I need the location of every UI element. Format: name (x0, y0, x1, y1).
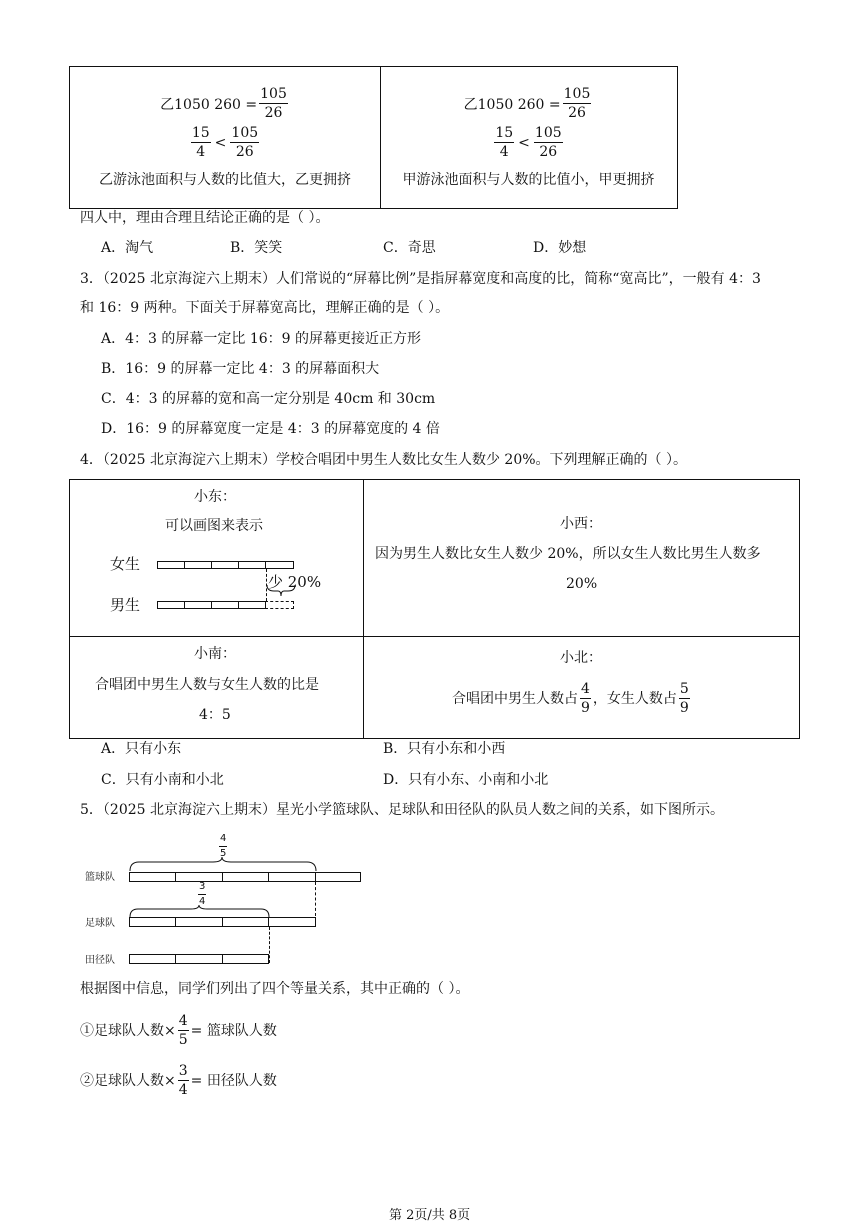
fraction: $\frac{105}{26}$ (260, 86, 287, 121)
bar-segment (238, 601, 266, 609)
q2-option-b[interactable]: B．笑笑 (230, 240, 283, 256)
bar-segment-dashed (265, 601, 294, 609)
q4-option-d[interactable]: D．只有小东、小南和小北 (383, 772, 549, 788)
q2-option-a[interactable]: A．淘气 (101, 240, 154, 256)
diagram-brace-mid (129, 904, 271, 918)
q4-table-hdivider (69, 636, 800, 637)
q3-stem-line1: 3．（2025 北京海淀六上期末）人们常说的“屏幕比例”是指屏幕宽度和高度的比，简称“宽高比”，一般有 4：3 (80, 271, 761, 287)
q3-option-b[interactable]: B．16：9 的屏幕一定比 4：3 的屏幕面积大 (101, 361, 380, 377)
xiaonan-line1: 合唱团中男生人数与女生人数的比是 (95, 677, 319, 693)
fraction: $\frac{4}{9}$ (581, 680, 590, 716)
track-segment (222, 954, 269, 964)
bar-segment (157, 561, 185, 569)
q5-stem2: 根据图中信息，同学们列出了四个等量关系，其中正确的（ ）。 (80, 981, 470, 997)
row-label-football: 足球队 (85, 918, 115, 929)
q4-option-a[interactable]: A．只有小东 (101, 741, 182, 757)
fraction: $\frac{105}{26}$ (534, 125, 562, 160)
diagram-fraction-mid: $\frac{3}{4}$ (199, 881, 206, 907)
fraction-comparison: $\frac{15}{4}$ < $\frac{105}{26}$ (191, 125, 259, 160)
basketball-segment (268, 872, 316, 882)
xiaobei-name: 小北： (560, 650, 602, 666)
table-top-right-cell (381, 70, 676, 206)
ratio-equation: 乙1050 260 = $\frac{105}{26}$ (160, 86, 287, 121)
bar-segment (184, 561, 212, 569)
bar-segment (265, 561, 294, 569)
xiaobei-text: 合唱团中男生人数占 $\frac{4}{9}$ ，女生人数占 $\frac{5}{9}$ (452, 680, 689, 716)
fraction-comparison: $\frac{15}{4}$ < $\frac{105}{26}$ (495, 125, 562, 160)
q4-stem: 4．（2025 北京海淀六上期末）学校合唱团中男生人数比女生人数少 20%。下列理解正确的（ ）。 (80, 452, 688, 468)
q5-equation-1: ①足球队人数× $\frac{4}{5}$ = 篮球队人数 (80, 1012, 277, 1048)
fraction: $\frac{15}{4}$ (495, 125, 514, 160)
diagram-brace-top (129, 856, 317, 872)
fraction: $\frac{15}{4}$ (191, 125, 210, 160)
bar-segment (157, 601, 185, 609)
xiaonan-line2: 4：5 (199, 707, 231, 723)
row-label-track: 田径队 (85, 955, 115, 966)
q4-option-b[interactable]: B．只有小东和小西 (383, 741, 506, 757)
xiaodong-desc: 可以画图来表示 (165, 518, 263, 534)
football-segment (222, 917, 269, 927)
row-label-basketball: 篮球队 (85, 872, 115, 883)
xiaoxi-name: 小西： (560, 516, 602, 532)
football-segment (268, 917, 316, 927)
xiaoxi-line2: 20% (566, 576, 598, 592)
q3-stem-line2: 和 16：9 两种。下面关于屏幕宽高比，理解正确的是（ ）。 (80, 300, 450, 316)
q5-stem: 5．（2025 北京海淀六上期末）星光小学篮球队、足球队和田径队的队员人数之间的关系，如下图所示。 (80, 802, 724, 818)
q5-equation-2: ②足球队人数× $\frac{3}{4}$ = 田径队人数 (80, 1062, 277, 1098)
page-footer: 第 2页/共 8页 (389, 1208, 471, 1223)
fraction: $\frac{105}{26}$ (231, 125, 259, 160)
conclusion-text: 乙游泳池面积与人数的比值大，乙更拥挤 (99, 172, 351, 188)
bar-segment (211, 561, 239, 569)
q4-option-c[interactable]: C．只有小南和小北 (101, 772, 224, 788)
q3-option-a[interactable]: A．4：3 的屏幕一定比 16：9 的屏幕更接近正方形 (101, 331, 421, 347)
track-segment (129, 954, 176, 964)
fraction: $\frac{4}{5}$ (178, 1012, 188, 1048)
girl-label: 女生 (110, 555, 141, 573)
q3-option-d[interactable]: D．16：9 的屏幕宽度一定是 4：3 的屏幕宽度的 4 倍 (101, 421, 440, 437)
basketball-segment (222, 872, 269, 882)
bar-segment (211, 601, 239, 609)
basketball-segment (129, 872, 176, 882)
table-top-left-cell (70, 70, 380, 206)
q3-option-c[interactable]: C．4：3 的屏幕的宽和高一定分别是 40cm 和 30cm (101, 391, 436, 407)
football-segment (129, 917, 176, 927)
conclusion-text: 甲游泳池面积与人数的比值小，甲更拥挤 (402, 172, 655, 188)
boy-label: 男生 (110, 596, 141, 614)
q4-table-vdivider (363, 479, 364, 739)
fraction: $\frac{3}{4}$ (178, 1062, 188, 1098)
bar-segment (184, 601, 212, 609)
fraction: $\frac{105}{26}$ (563, 86, 591, 121)
xiaodong-name: 小东： (194, 489, 236, 505)
bar-segment (238, 561, 266, 569)
football-segment (175, 917, 223, 927)
diagram-guide-line-1 (315, 882, 316, 916)
fraction: $\frac{5}{9}$ (679, 680, 689, 716)
basketball-segment (315, 872, 361, 882)
ratio-equation: 乙1050 260 = $\frac{105}{26}$ (463, 86, 591, 121)
q2-option-d[interactable]: D．妙想 (533, 240, 587, 256)
q2-stem: 四人中，理由合理且结论正确的是（ ）。 (80, 210, 330, 226)
track-segment (175, 954, 223, 964)
xiaonan-name: 小南： (194, 646, 236, 662)
diagram-fraction-top: $\frac{4}{5}$ (220, 833, 227, 859)
diagram-guide-line-2 (269, 927, 270, 963)
less-label: 少 20% (268, 573, 322, 591)
q2-option-c[interactable]: C．奇思 (383, 240, 436, 256)
xiaoxi-line1: 因为男生人数比女生人数少 20%，所以女生人数比男生人数多 (375, 546, 761, 562)
